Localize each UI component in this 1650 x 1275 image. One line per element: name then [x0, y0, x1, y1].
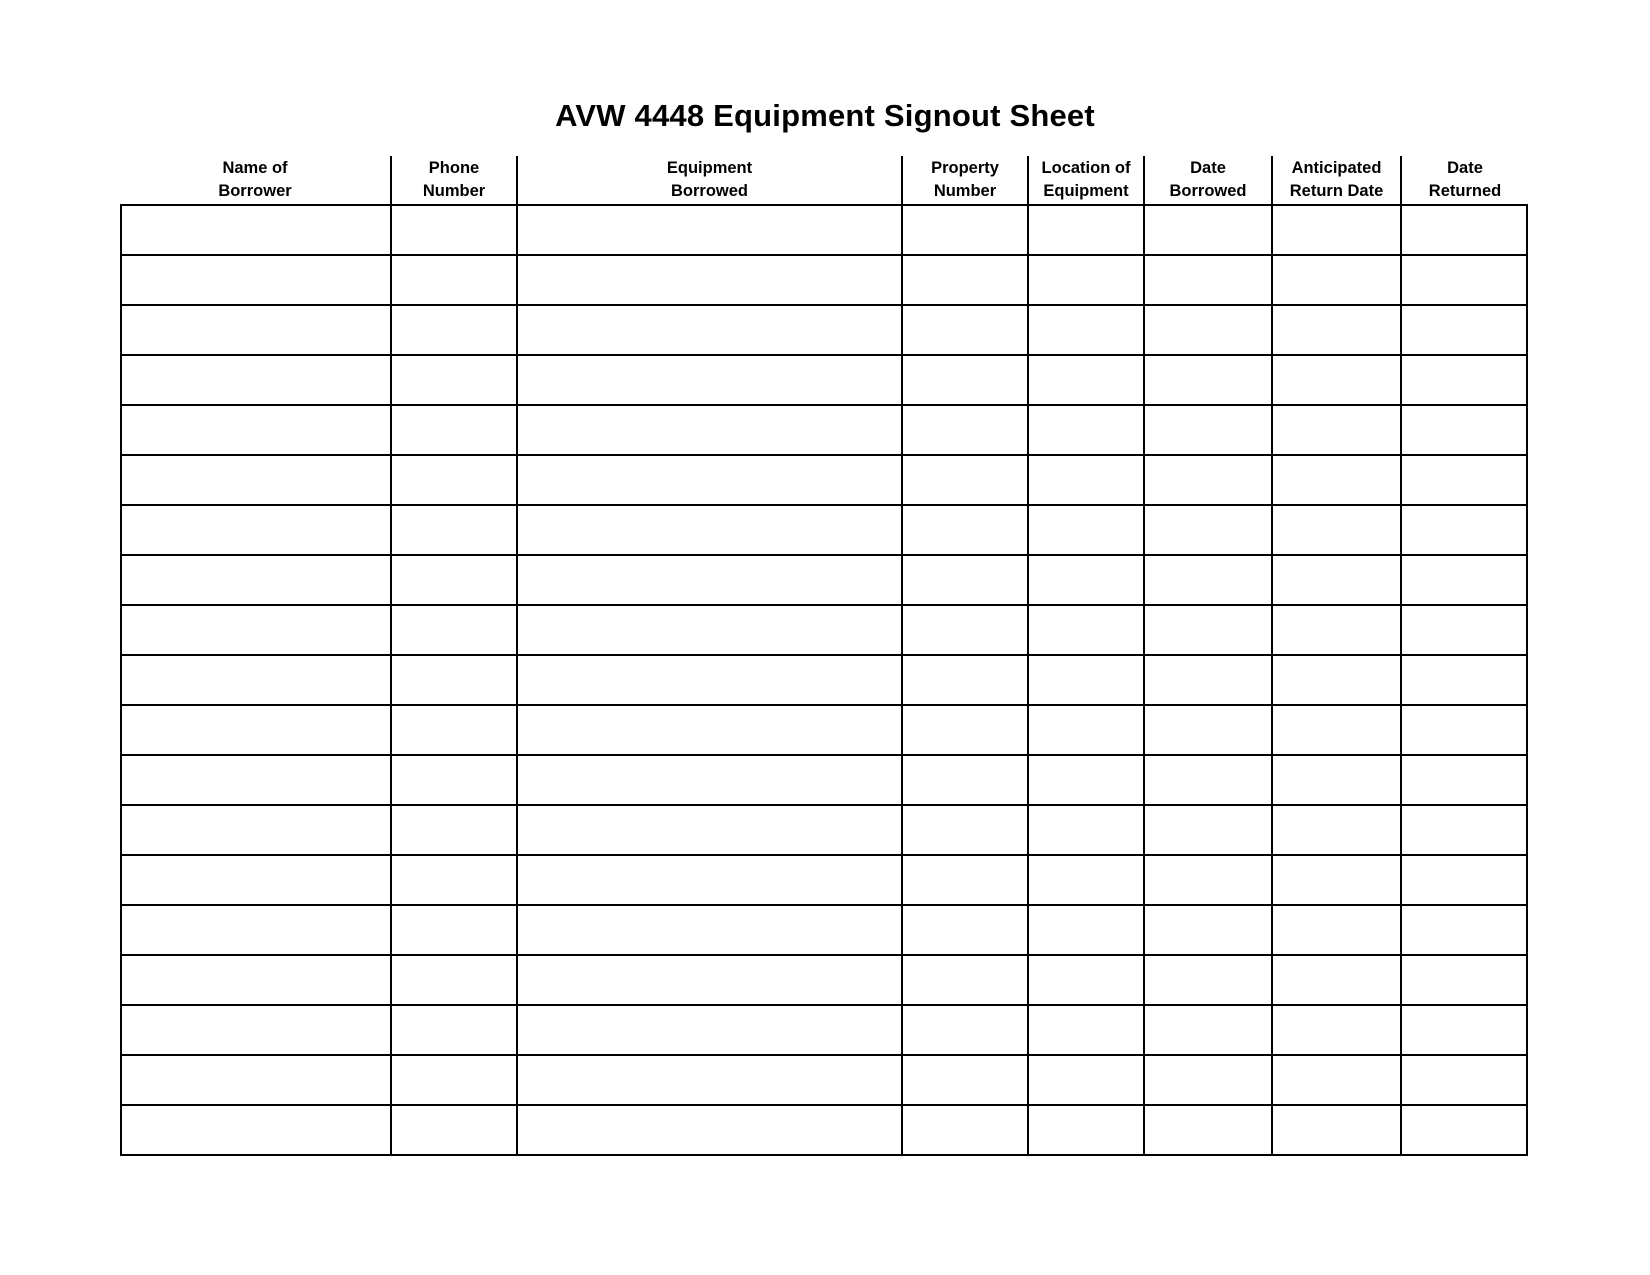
table-cell-equipment-borrowed[interactable]: [516, 856, 901, 904]
table-cell-name-of-borrower[interactable]: [122, 356, 390, 404]
table-cell-anticipated-return-date[interactable]: [1271, 656, 1400, 704]
column-header-phone-number: Phone Number: [390, 156, 516, 204]
table-cell-property-number[interactable]: [901, 1056, 1027, 1104]
column-header-equipment-borrowed: Equipment Borrowed: [516, 156, 901, 204]
table-cell-anticipated-return-date[interactable]: [1271, 1006, 1400, 1054]
table-cell-property-number[interactable]: [901, 256, 1027, 304]
table-cell-anticipated-return-date[interactable]: [1271, 756, 1400, 804]
table-cell-name-of-borrower[interactable]: [122, 206, 390, 254]
table-cell-property-number[interactable]: [901, 906, 1027, 954]
table-cell-date-returned[interactable]: [1400, 556, 1528, 604]
table-cell-location-of-equipment[interactable]: [1027, 606, 1143, 654]
table-cell-date-returned[interactable]: [1400, 356, 1528, 404]
table-cell-anticipated-return-date[interactable]: [1271, 556, 1400, 604]
table-cell-name-of-borrower[interactable]: [122, 1106, 390, 1154]
table-cell-date-borrowed[interactable]: [1143, 606, 1271, 654]
page-title: AVW 4448 Equipment Signout Sheet: [555, 98, 1095, 133]
table-cell-property-number[interactable]: [901, 856, 1027, 904]
table-row: [122, 606, 1526, 656]
table-cell-phone-number[interactable]: [390, 756, 516, 804]
table-cell-property-number[interactable]: [901, 606, 1027, 654]
table-cell-name-of-borrower[interactable]: [122, 406, 390, 454]
table-cell-anticipated-return-date[interactable]: [1271, 606, 1400, 654]
table-cell-date-borrowed[interactable]: [1143, 956, 1271, 1004]
table-cell-location-of-equipment[interactable]: [1027, 956, 1143, 1004]
table-cell-anticipated-return-date[interactable]: [1271, 806, 1400, 854]
table-row: [122, 706, 1526, 756]
table-cell-date-returned[interactable]: [1400, 256, 1528, 304]
table-cell-anticipated-return-date[interactable]: [1271, 956, 1400, 1004]
table-row: [122, 206, 1526, 256]
table-cell-phone-number[interactable]: [390, 706, 516, 754]
table-row: [122, 406, 1526, 456]
table-cell-equipment-borrowed[interactable]: [516, 806, 901, 854]
table-cell-anticipated-return-date[interactable]: [1271, 456, 1400, 504]
table-cell-name-of-borrower[interactable]: [122, 256, 390, 304]
table-cell-name-of-borrower[interactable]: [122, 906, 390, 954]
table-row: [122, 1056, 1526, 1106]
table-cell-property-number[interactable]: [901, 756, 1027, 804]
table-cell-date-returned[interactable]: [1400, 506, 1528, 554]
table-cell-name-of-borrower[interactable]: [122, 1056, 390, 1104]
table-body: [120, 204, 1528, 1156]
table-cell-date-returned[interactable]: [1400, 306, 1528, 354]
table-cell-date-borrowed[interactable]: [1143, 256, 1271, 304]
table-cell-date-returned[interactable]: [1400, 706, 1528, 754]
table-cell-phone-number[interactable]: [390, 806, 516, 854]
table-row: [122, 356, 1526, 406]
table-row: [122, 456, 1526, 506]
table-cell-location-of-equipment[interactable]: [1027, 706, 1143, 754]
table-cell-equipment-borrowed[interactable]: [516, 906, 901, 954]
table-cell-location-of-equipment[interactable]: [1027, 1106, 1143, 1154]
table-cell-property-number[interactable]: [901, 506, 1027, 554]
table-cell-property-number[interactable]: [901, 806, 1027, 854]
table-cell-date-returned[interactable]: [1400, 806, 1528, 854]
table-cell-phone-number[interactable]: [390, 256, 516, 304]
table-cell-date-returned[interactable]: [1400, 606, 1528, 654]
table-row: [122, 856, 1526, 906]
table-cell-equipment-borrowed[interactable]: [516, 1056, 901, 1104]
table-cell-date-borrowed[interactable]: [1143, 856, 1271, 904]
table-cell-phone-number[interactable]: [390, 856, 516, 904]
table-row: [122, 306, 1526, 356]
column-header-name-of-borrower: Name of Borrower: [218, 159, 292, 200]
table-cell-anticipated-return-date[interactable]: [1271, 706, 1400, 754]
table-cell-date-borrowed[interactable]: [1143, 1056, 1271, 1104]
table-cell-phone-number[interactable]: [390, 656, 516, 704]
table-cell-phone-number[interactable]: [390, 1006, 516, 1054]
table-cell-equipment-borrowed[interactable]: [516, 506, 901, 554]
table-cell-phone-number[interactable]: [390, 556, 516, 604]
table-cell-date-returned[interactable]: [1400, 656, 1528, 704]
table-row: [122, 656, 1526, 706]
column-header-location-of-equipment: Location of Equipment: [1027, 156, 1143, 204]
table-cell-anticipated-return-date[interactable]: [1271, 256, 1400, 304]
table-cell-equipment-borrowed[interactable]: [516, 556, 901, 604]
table-cell-phone-number[interactable]: [390, 1106, 516, 1154]
table-row: [122, 906, 1526, 956]
table-cell-anticipated-return-date[interactable]: [1271, 506, 1400, 554]
table-cell-property-number[interactable]: [901, 956, 1027, 1004]
table-cell-date-returned[interactable]: [1400, 956, 1528, 1004]
table-cell-location-of-equipment[interactable]: [1027, 256, 1143, 304]
table-cell-property-number[interactable]: [901, 556, 1027, 604]
table-cell-date-returned[interactable]: [1400, 906, 1528, 954]
table-cell-date-borrowed[interactable]: [1143, 656, 1271, 704]
column-header-date-borrowed: Date Borrowed: [1143, 156, 1271, 204]
table-cell-name-of-borrower[interactable]: [122, 856, 390, 904]
table-cell-name-of-borrower[interactable]: [122, 1006, 390, 1054]
table-cell-name-of-borrower[interactable]: [122, 556, 390, 604]
table-cell-property-number[interactable]: [901, 356, 1027, 404]
table-cell-location-of-equipment[interactable]: [1027, 306, 1143, 354]
table-cell-location-of-equipment[interactable]: [1027, 456, 1143, 504]
table-cell-location-of-equipment[interactable]: [1027, 506, 1143, 554]
table-cell-equipment-borrowed[interactable]: [516, 606, 901, 654]
table-cell-location-of-equipment[interactable]: [1027, 806, 1143, 854]
table-cell-location-of-equipment[interactable]: [1027, 206, 1143, 254]
table-cell-anticipated-return-date[interactable]: [1271, 406, 1400, 454]
table-cell-phone-number[interactable]: [390, 456, 516, 504]
table-cell-anticipated-return-date[interactable]: [1271, 206, 1400, 254]
table-cell-location-of-equipment[interactable]: [1027, 406, 1143, 454]
table-cell-date-borrowed[interactable]: [1143, 806, 1271, 854]
table-cell-date-borrowed[interactable]: [1143, 556, 1271, 604]
table-cell-date-borrowed[interactable]: [1143, 506, 1271, 554]
table-cell-property-number[interactable]: [901, 206, 1027, 254]
signout-table: [120, 156, 1528, 1156]
table-cell-date-borrowed[interactable]: [1143, 1106, 1271, 1154]
table-cell-name-of-borrower[interactable]: [122, 706, 390, 754]
table-cell-property-number[interactable]: [901, 1106, 1027, 1154]
table-cell-date-borrowed[interactable]: [1143, 456, 1271, 504]
table-cell-equipment-borrowed[interactable]: [516, 1006, 901, 1054]
table-cell-name-of-borrower[interactable]: [122, 606, 390, 654]
table-cell-date-borrowed[interactable]: [1143, 1006, 1271, 1054]
table-cell-anticipated-return-date[interactable]: [1271, 356, 1400, 404]
table-cell-date-returned[interactable]: [1400, 856, 1528, 904]
table-cell-date-returned[interactable]: [1400, 456, 1528, 504]
table-cell-equipment-borrowed[interactable]: [516, 1106, 901, 1154]
table-cell-date-borrowed[interactable]: [1143, 306, 1271, 354]
table-cell-name-of-borrower[interactable]: [122, 756, 390, 804]
table-cell-equipment-borrowed[interactable]: [516, 456, 901, 504]
table-row: [122, 756, 1526, 806]
table-cell-equipment-borrowed[interactable]: [516, 706, 901, 754]
table-cell-phone-number[interactable]: [390, 306, 516, 354]
table-cell-equipment-borrowed[interactable]: [516, 406, 901, 454]
table-header: [120, 156, 1528, 204]
table-cell-date-returned[interactable]: [1400, 1106, 1528, 1154]
table-row: [122, 1106, 1526, 1156]
table-cell-property-number[interactable]: [901, 456, 1027, 504]
column-header-date-returned: Date Returned: [1400, 156, 1528, 204]
table-cell-equipment-borrowed[interactable]: [516, 306, 901, 354]
table-cell-property-number[interactable]: [901, 306, 1027, 354]
table-cell-anticipated-return-date[interactable]: [1271, 906, 1400, 954]
table-cell-property-number[interactable]: [901, 406, 1027, 454]
table-cell-phone-number[interactable]: [390, 906, 516, 954]
table-cell-equipment-borrowed[interactable]: [516, 956, 901, 1004]
table-cell-name-of-borrower[interactable]: [122, 506, 390, 554]
table-cell-phone-number[interactable]: [390, 506, 516, 554]
table-cell-phone-number[interactable]: [390, 206, 516, 254]
table-row: [122, 256, 1526, 306]
table-row: [122, 556, 1526, 606]
table-cell-property-number[interactable]: [901, 1006, 1027, 1054]
table-cell-equipment-borrowed[interactable]: [516, 256, 901, 304]
table-cell-date-returned[interactable]: [1400, 1006, 1528, 1054]
table-cell-phone-number[interactable]: [390, 406, 516, 454]
table-row: [122, 506, 1526, 556]
table-row: [122, 956, 1526, 1006]
table-cell-equipment-borrowed[interactable]: [516, 656, 901, 704]
table-cell-location-of-equipment[interactable]: [1027, 356, 1143, 404]
table-cell-phone-number[interactable]: [390, 606, 516, 654]
table-cell-name-of-borrower[interactable]: [122, 956, 390, 1004]
table-cell-name-of-borrower[interactable]: [122, 456, 390, 504]
table-cell-name-of-borrower[interactable]: [122, 656, 390, 704]
table-cell-anticipated-return-date[interactable]: [1271, 1106, 1400, 1154]
table-row: [122, 806, 1526, 856]
table-cell-equipment-borrowed[interactable]: [516, 756, 901, 804]
table-cell-date-borrowed[interactable]: [1143, 356, 1271, 404]
column-header-property-number: Property Number: [901, 156, 1027, 204]
table-row: [122, 1006, 1526, 1056]
table-cell-name-of-borrower[interactable]: [122, 306, 390, 354]
table-cell-location-of-equipment[interactable]: [1027, 856, 1143, 904]
table-cell-name-of-borrower[interactable]: [122, 806, 390, 854]
table-cell-date-returned[interactable]: [1400, 206, 1528, 254]
table-cell-equipment-borrowed[interactable]: [516, 206, 901, 254]
table-cell-property-number[interactable]: [901, 656, 1027, 704]
table-cell-anticipated-return-date[interactable]: [1271, 856, 1400, 904]
table-cell-location-of-equipment[interactable]: [1027, 1006, 1143, 1054]
table-cell-date-returned[interactable]: [1400, 406, 1528, 454]
table-cell-anticipated-return-date[interactable]: [1271, 1056, 1400, 1104]
table-cell-anticipated-return-date[interactable]: [1271, 306, 1400, 354]
table-cell-phone-number[interactable]: [390, 356, 516, 404]
table-cell-location-of-equipment[interactable]: [1027, 556, 1143, 604]
table-cell-phone-number[interactable]: [390, 1056, 516, 1104]
column-header-anticipated-return-date: Anticipated Return Date: [1271, 156, 1400, 204]
table-cell-location-of-equipment[interactable]: [1027, 656, 1143, 704]
table-cell-date-returned[interactable]: [1400, 756, 1528, 804]
table-cell-phone-number[interactable]: [390, 956, 516, 1004]
table-cell-date-borrowed[interactable]: [1143, 906, 1271, 954]
table-cell-date-borrowed[interactable]: [1143, 706, 1271, 754]
table-cell-date-returned[interactable]: [1400, 1056, 1528, 1104]
table-cell-property-number[interactable]: [901, 706, 1027, 754]
table-cell-date-borrowed[interactable]: [1143, 206, 1271, 254]
table-cell-equipment-borrowed[interactable]: [516, 356, 901, 404]
table-cell-location-of-equipment[interactable]: [1027, 756, 1143, 804]
table-cell-location-of-equipment[interactable]: [1027, 906, 1143, 954]
table-cell-date-borrowed[interactable]: [1143, 756, 1271, 804]
table-cell-location-of-equipment[interactable]: [1027, 1056, 1143, 1104]
table-cell-date-borrowed[interactable]: [1143, 406, 1271, 454]
